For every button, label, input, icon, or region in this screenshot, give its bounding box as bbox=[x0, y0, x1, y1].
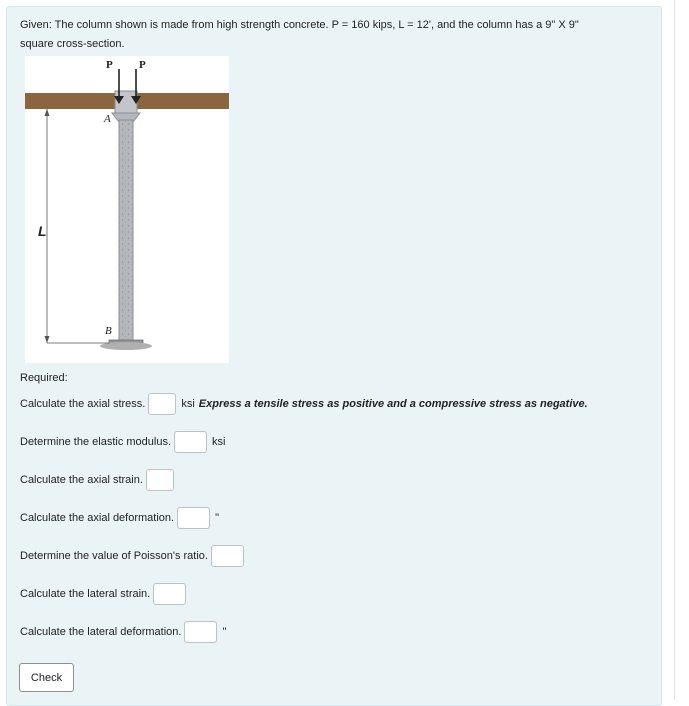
point-a-label: A bbox=[104, 113, 111, 125]
axial-stress-input[interactable] bbox=[148, 393, 176, 415]
load-label-right: P bbox=[139, 59, 146, 71]
question-axial-deformation bbox=[20, 507, 219, 529]
lateral-deformation-input[interactable] bbox=[184, 621, 217, 643]
side-scroll-strip bbox=[674, 0, 689, 700]
unit-label: " bbox=[222, 626, 227, 638]
question-label: Calculate the axial stress. bbox=[20, 398, 146, 410]
column-diagram bbox=[25, 56, 229, 363]
unit-label: " bbox=[215, 512, 219, 524]
unit-label: ksi bbox=[181, 398, 195, 410]
load-label-left: P bbox=[106, 59, 113, 71]
given-line-2: square cross-section. bbox=[20, 38, 125, 50]
question-label: Determine the value of Poisson's ratio. bbox=[20, 550, 208, 562]
question-label: Determine the elastic modulus. bbox=[20, 436, 172, 448]
problem-statement bbox=[20, 16, 640, 54]
question-label: Calculate the axial deformation. bbox=[20, 512, 175, 524]
axial-deformation-input[interactable] bbox=[177, 507, 210, 529]
column-shaft bbox=[119, 120, 133, 342]
column-figure bbox=[25, 56, 229, 363]
question-poissons-ratio bbox=[20, 545, 249, 567]
question-axial-strain bbox=[20, 469, 179, 491]
poissons-ratio-input[interactable] bbox=[211, 545, 244, 567]
length-dimension bbox=[45, 109, 110, 343]
point-b-label: B bbox=[105, 325, 112, 337]
required-label: Required: bbox=[20, 372, 68, 384]
question-label: Calculate the lateral deformation. bbox=[20, 626, 182, 638]
check-button[interactable]: Check bbox=[19, 663, 74, 692]
given-line-1: Given: The column shown is made from high strength concrete. P = 160 kips, L = 12', and the column has a 9" X 9" bbox=[20, 19, 579, 31]
length-label: L bbox=[38, 223, 47, 239]
axial-strain-input[interactable] bbox=[146, 469, 174, 491]
question-label: Calculate the lateral strain. bbox=[20, 588, 151, 600]
sign-convention-note: Express a tensile stress as positive and a compressive stress as negative. bbox=[198, 398, 588, 410]
lateral-strain-input[interactable] bbox=[153, 583, 186, 605]
question-axial-stress bbox=[20, 393, 588, 415]
question-label: Calculate the axial strain. bbox=[20, 474, 143, 486]
question-lateral-strain bbox=[20, 583, 191, 605]
unit-label: ksi bbox=[212, 436, 226, 448]
elastic-modulus-input[interactable] bbox=[174, 431, 207, 453]
question-lateral-deformation bbox=[20, 621, 226, 643]
question-elastic-modulus bbox=[20, 431, 225, 453]
